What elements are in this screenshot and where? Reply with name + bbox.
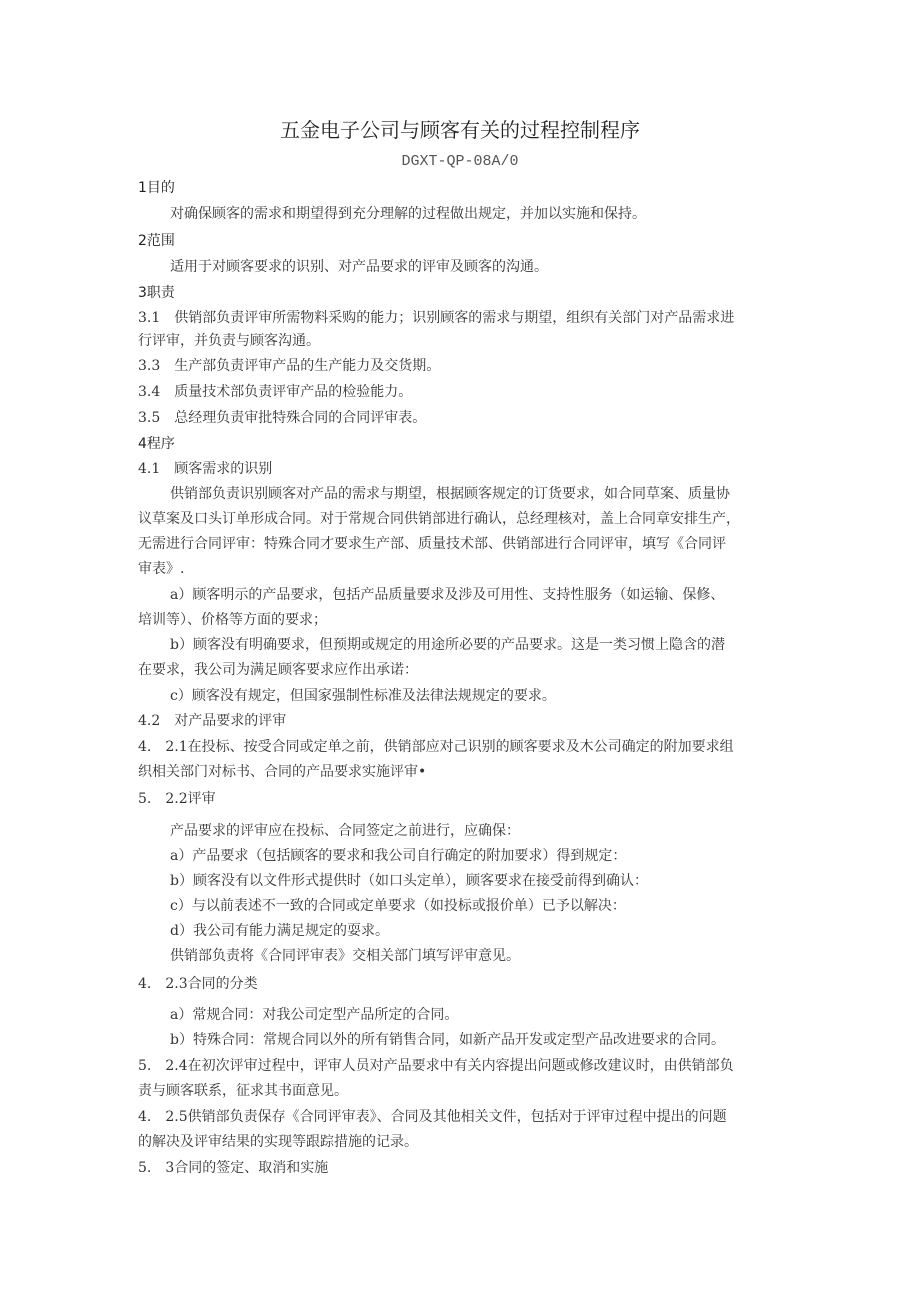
list-item: a）产品要求（包括顾客的要求和我公司自行确定的附加要求）得到规定： <box>170 848 627 864</box>
section-heading-responsibilities: 3职责 <box>138 285 175 301</box>
list-item: a）顾客明示的产品要求，包括产品质量要求及涉及可用性、支持性服务（如运输、保修、 <box>170 587 725 603</box>
list-item: c）与以前表述不一致的合同或定单要求（如投标或报价单）已予以解决： <box>170 898 626 914</box>
list-item: a）常规合同：对我公司定型产品所定的合同。 <box>170 1007 459 1023</box>
paragraph: 责与顾客联系，征求其书面意见。 <box>138 1083 348 1099</box>
paragraph: 供销部负责将《合同评审表》交相关部门填写评审意见。 <box>170 948 520 964</box>
list-item: 培训等）、价格等方面的要求； <box>138 612 327 628</box>
list-item: b）顾客没有明确要求，但预期或规定的用途所必要的产品要求。这是一类习惯上隐含的潜 <box>170 637 725 653</box>
paragraph: 3.4 质量技术部负责评审产品的检验能力。 <box>138 384 413 400</box>
paragraph: 对确保顾客的需求和期望得到充分理解的过程做出规定，并加以实施和保持。 <box>170 206 646 222</box>
section-heading-scope: 2范围 <box>138 233 175 249</box>
paragraph: 议草案及口头订单形成合同。对于常规合同供销部进行确认，总经理核对，盖上合同章安排生产， <box>138 511 740 527</box>
paragraph: 4. 2.5供销部负责保存《合同评审表》、合同及其他相关文件，包括对于评审过程中提出的问题 <box>138 1109 727 1125</box>
subsection-heading: 4.1 顾客需求的识别 <box>138 461 273 477</box>
section-heading-procedure: 4程序 <box>138 436 175 452</box>
paragraph: 4. 2.1在投标、按受合同或定单之前，供销部应对己识别的顾客要求及木公司确定的附加要求组 <box>138 739 734 755</box>
document-code: DGXT-QP-08A/0 <box>401 153 519 170</box>
list-item: 在要求，我公司为满足顾客要求应作出承诺： <box>138 662 418 678</box>
document-title: 五金电子公司与顾客有关的过程控制程序 <box>280 118 640 142</box>
section-heading-purpose: 1目的 <box>138 180 175 196</box>
paragraph: 无需进行合同评审：特殊合同才要求生产部、质量技术部、供销部进行合同评审，填写《合同评 <box>138 536 726 552</box>
subsection-heading: 5. 2.2评审 <box>138 791 216 807</box>
paragraph: 行评审，并负责与顾客沟通。 <box>138 333 320 349</box>
list-item: b）顾客没有以文件形式提供时（如口头定单），顾客要求在接受前得到确认： <box>170 873 648 889</box>
list-item: b）特殊合同：常规合同以外的所有销售合同，如新产品开发或定型产品改进要求的合同。 <box>170 1032 725 1048</box>
paragraph: 审表》. <box>138 561 185 577</box>
paragraph: 3.5 总经理负责审批特殊合同的合同评审表。 <box>138 410 427 426</box>
paragraph: 产品要求的评审应在投标、合同签定之前进行，应确保： <box>170 823 520 839</box>
paragraph: 织相关部门对标书、合同的产品要求实施评审• <box>138 764 427 780</box>
paragraph: 适用于对顾客要求的识别、对产品要求的评审及顾客的沟通。 <box>170 259 548 275</box>
paragraph: 供销部负责识别顾客对产品的需求与期望，根据顾客规定的订货要求，如合同草案、质量协 <box>170 486 730 502</box>
paragraph: 的解决及评审结果的实现等跟踪措施的记录。 <box>138 1134 418 1150</box>
subsection-heading: 4.2 对产品要求的评审 <box>138 713 287 729</box>
paragraph: 3.3 生产部负责评审产品的生产能力及交货期。 <box>138 358 441 374</box>
subsection-heading: 5. 3合同的签定、取消和实施 <box>138 1160 329 1176</box>
paragraph: 3.1 供销部负责评审所需物料采购的能力；识别顾客的需求与期望，组织有关部门对产品需求进 <box>138 310 735 326</box>
list-item: d）我公司有能力满足规定的耍求。 <box>170 923 389 939</box>
subsection-heading: 4. 2.3合同的分类 <box>138 976 258 992</box>
paragraph: 5. 2.4在初次评审过程中，评审人员对产品要求中有关内容提出问题或修改建议时，由供销部负 <box>138 1058 734 1074</box>
list-item: c）顾客没有规定，但国家强制性标准及法律法规规定的要求。 <box>170 688 556 704</box>
